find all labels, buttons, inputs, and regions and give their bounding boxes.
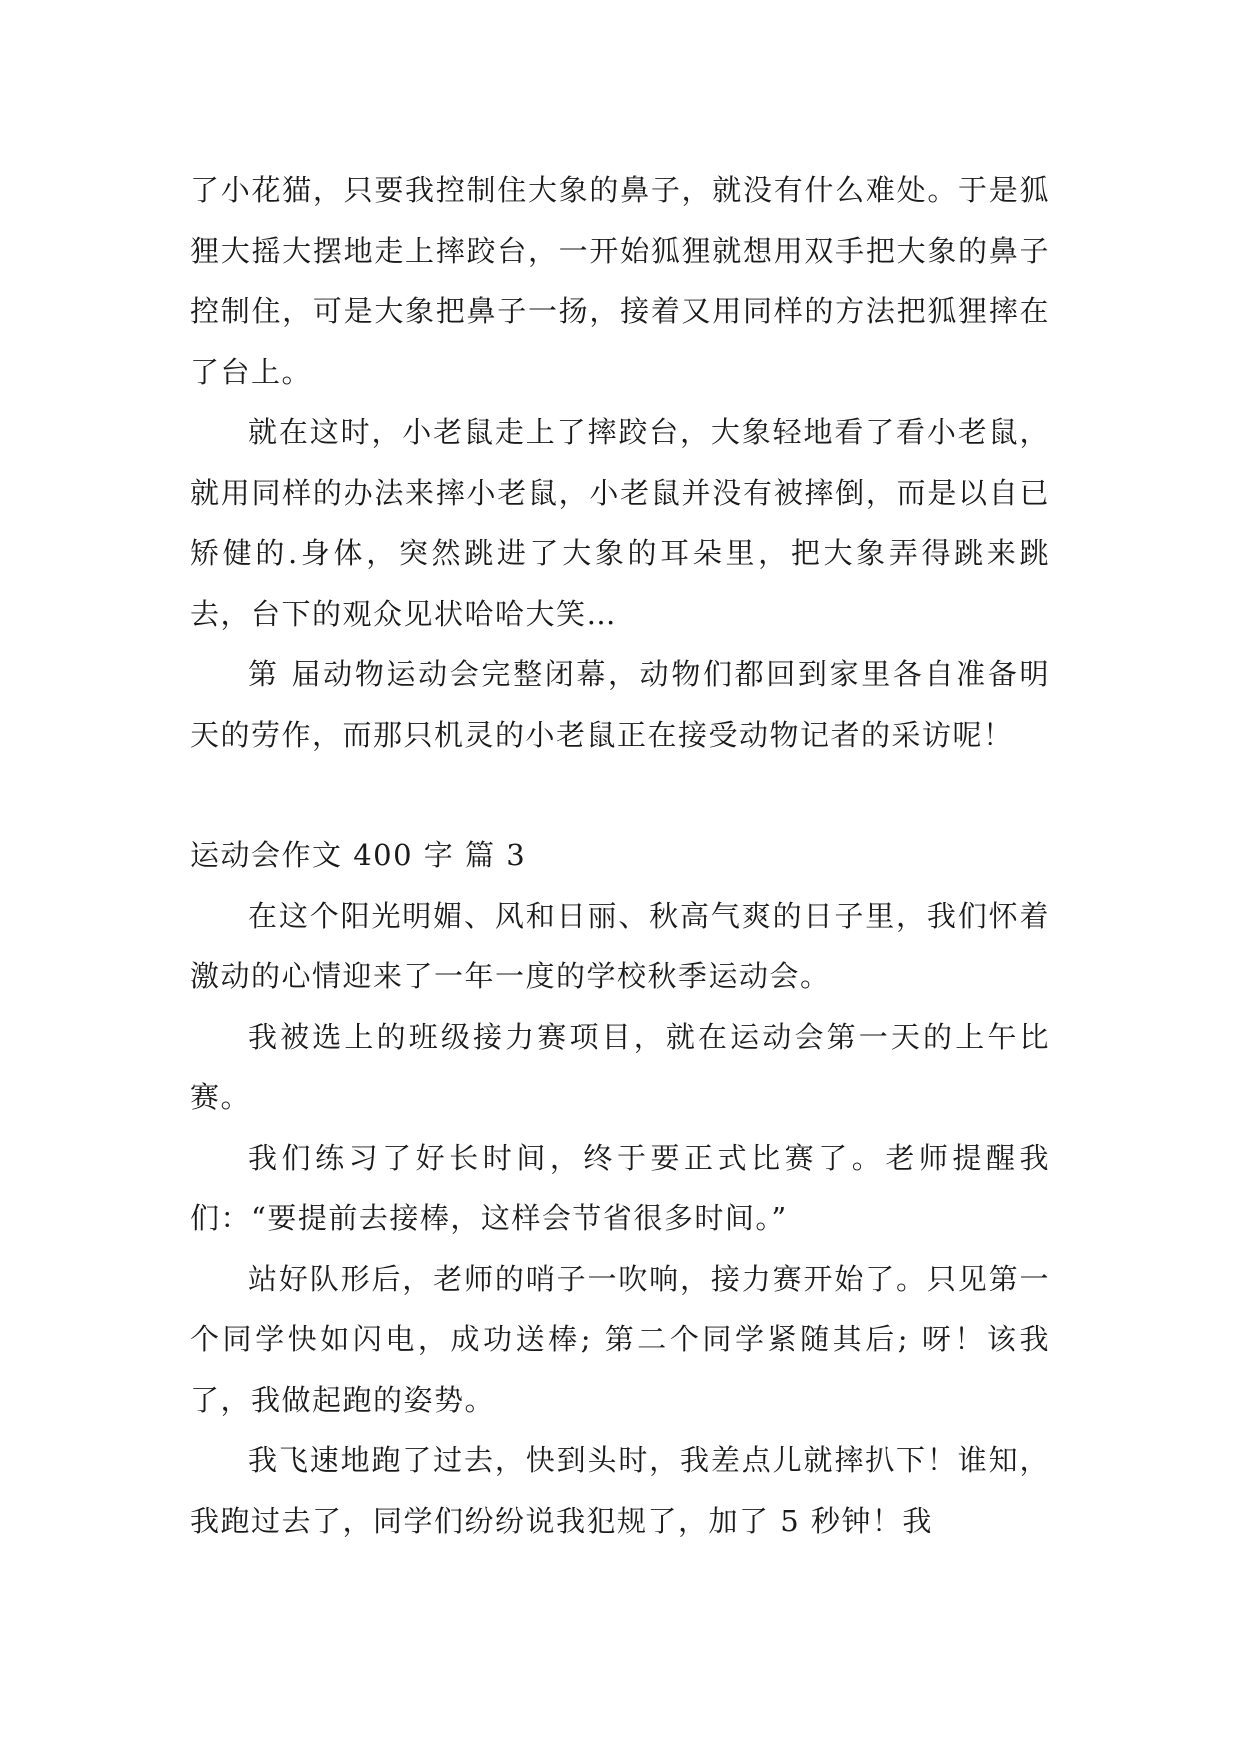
paragraph-mouse-wrestling: 就在这时，小老鼠走上了摔跤台，大象轻地看了看小老鼠，就用同样的办法来摔小老鼠，小老鼠并没有被摔倒，而是以自已矫健的.身体，突然跳进了大象的耳朵里，把大象弄得跳来跳去，台下的观众见状哈哈大笑… [190, 415, 1050, 631]
section-heading: 运动会作文 400 字 篇 3 [190, 838, 527, 872]
paragraph-relay-selected: 我被选上的班级接力赛项目，就在运动会第一天的上午比赛。 [190, 1019, 1050, 1114]
paragraph-sunny-day: 在这个阳光明媚、风和日丽、秋高气爽的日子里，我们怀着激动的心情迎来了一年一度的学校秋季运动会。 [190, 898, 1050, 993]
paragraph-race-start: 站好队形后，老师的哨子一吹响，接力赛开始了。只见第一个同学快如闪电，成功送棒; 第二个同学紧随其后; 呀！该我了，我做起跑的姿势。 [190, 1261, 1050, 1417]
paragraph-fox-wrestling: 了小花猫，只要我控制住大象的鼻子，就没有什么难处。于是狐狸大摇大摆地走上摔跤台，一开始狐狸就想用双手把大象的鼻子控制住，可是大象把鼻子一扬，接着又用同样的方法把狐狸摔在了台上。 [190, 173, 1050, 389]
paragraph-games-closing: 第 届动物运动会完整闭幕，动物们都回到家里各自准备明天的劳作，而那只机灵的小老鼠正在接受动物记者的采访呢！ [190, 657, 1050, 752]
paragraph-running: 我飞速地跑了过去，快到头时，我差点儿就摔扒下！谁知，我跑过去了，同学们纷纷说我犯规了，加了 5 秒钟！我 [190, 1443, 1050, 1538]
paragraph-teacher-reminder: 我们练习了好长时间，终于要正式比赛了。老师提醒我们：“要提前去接棒，这样会节省很多时间。” [190, 1140, 1050, 1235]
document-body [190, 160, 1050, 1551]
